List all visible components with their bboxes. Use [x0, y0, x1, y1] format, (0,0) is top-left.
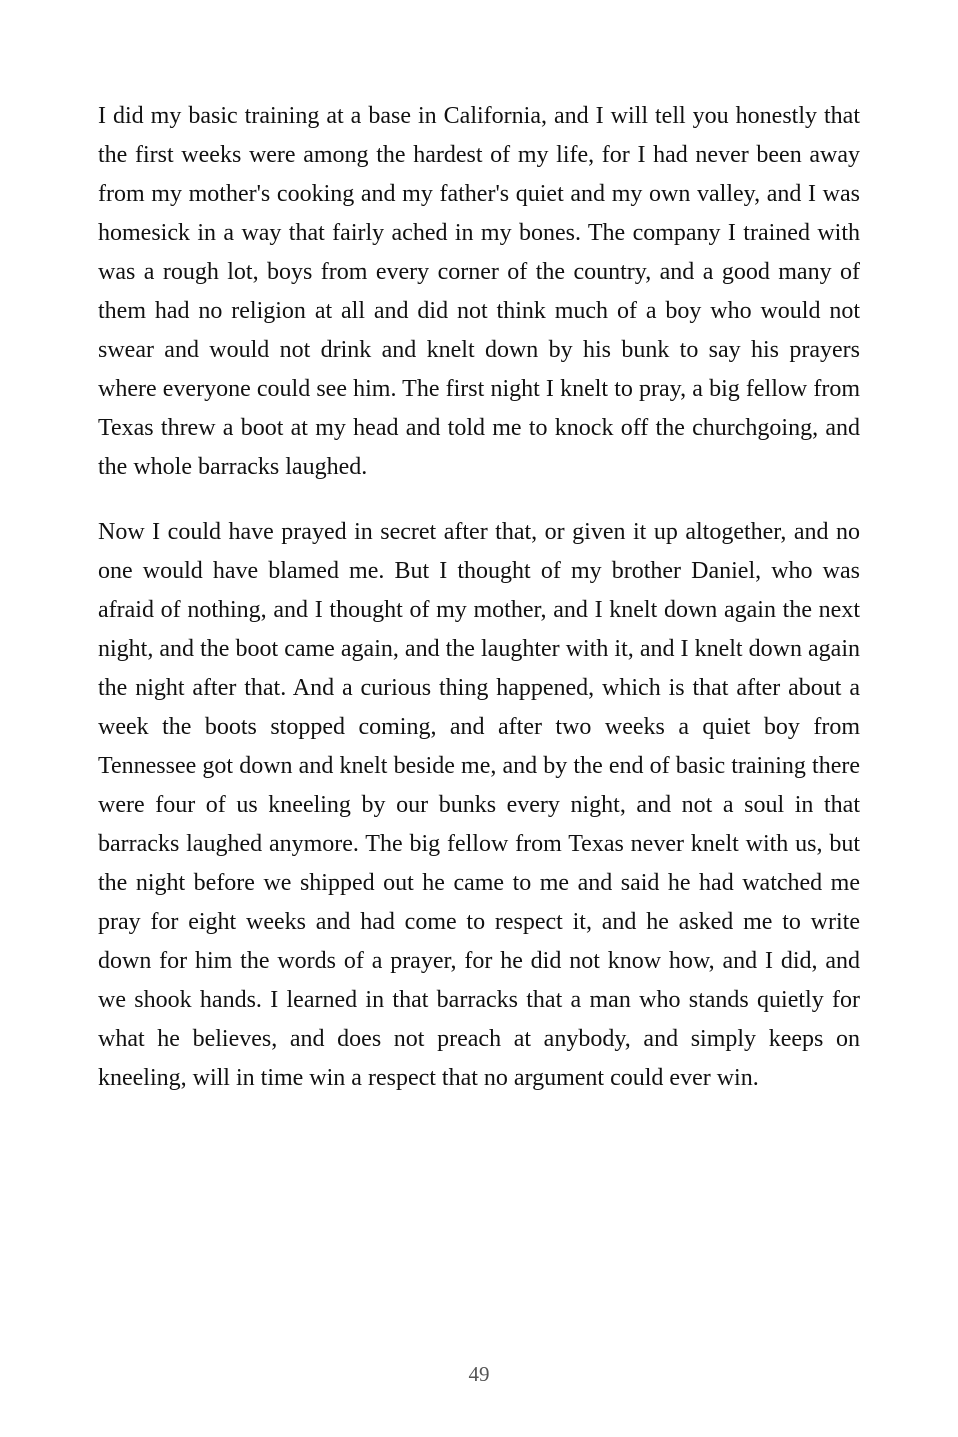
body-text [98, 97, 860, 1124]
paragraph-1: I did my basic training at a base in California, and I will tell you honestly that the first weeks were among the hardest of my life, for I had never been away from my mother's cooking and my father's quiet and my own valley, and I was homesick in a way that fairly ached in my bones. The company I trained with was a rough lot, boys from every corner of the country, and a good many of them had no religion at all and did not think much of a boy who would not swear and would not drink and knelt down by his bunk to say his prayers where everyone could see him. The first night I knelt to pray, a big fellow from Texas threw a boot at my head and told me to knock off the churchgoing, and the whole barracks laughed. [98, 103, 860, 480]
paragraph-2: Now I could have prayed in secret after that, or given it up altogether, and no one would have blamed me. But I thought of my brother Daniel, who was afraid of nothing, and I thought of my mother, and I knelt down again the next night, and the boot came again, and the laughter with it, and I knelt down again the night after that. And a curious thing happened, which is that after about a week the boots stopped coming, and after two weeks a quiet boy from Tennessee got down and knelt beside me, and by the end of basic training there were four of us kneeling by our bunks every night, and not a soul in that barracks laughed anymore. The big fellow from Texas never knelt with us, but the night before we shipped out he came to me and said he had watched me pray for eight weeks and had come to respect it, and he asked me to write down for him the words of a prayer, for he did not know how, and I did, and we shook hands. I learned in that barracks that a man who stands quietly for what he believes, and does not preach at anybody, and simply keeps on kneeling, will in time win a respect that no argument could ever win. [98, 519, 860, 1091]
page-number: 49 [468, 1362, 490, 1386]
